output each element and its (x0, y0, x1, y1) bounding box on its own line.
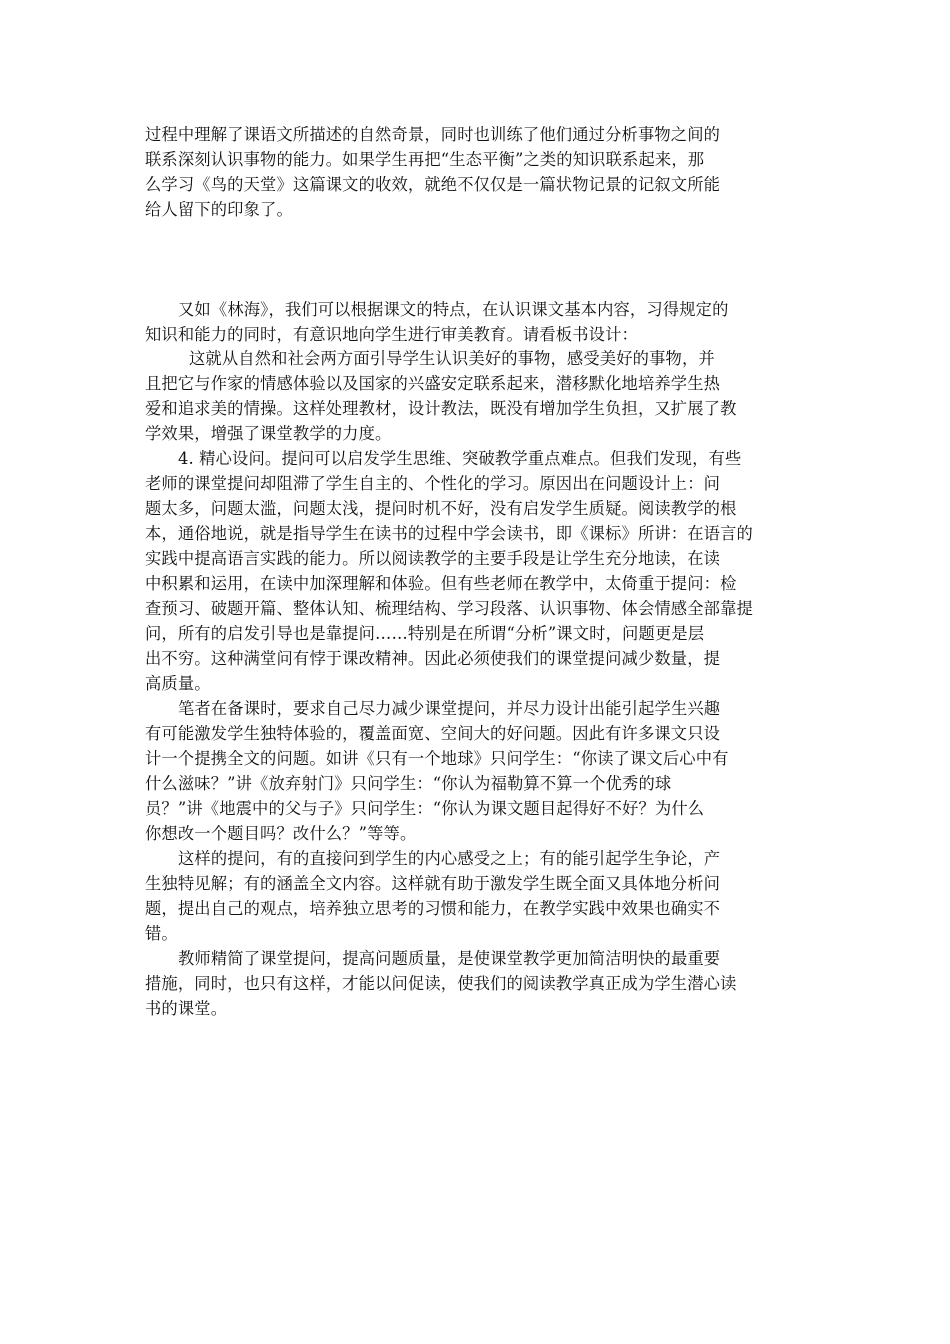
paragraph-line: 联系深刻认识事物的能力。如果学生再把“生态平衡”之类的知识联系起来，那 (145, 150, 705, 169)
paragraph-line: 笔者在备课时，要求自己尽力减少课堂提问，并尽力设计出能引起学生兴趣 (178, 699, 721, 718)
paragraph-line: 措施，同时，也只有这样，才能以问促读，使我们的阅读教学真正成为学生潜心读 (145, 974, 737, 993)
paragraph-line: 中积累和运用，在读中加深理解和体验。但有些老师在教学中，太倚重于提问：检 (145, 574, 737, 593)
paragraph-3 (145, 346, 805, 446)
paragraph-line: 错。 (145, 924, 178, 943)
paragraph-line: 你想改一个题目吗？改什么？”等等。 (145, 824, 417, 843)
paragraph-line: 题太多，问题太滥，问题太浅，提问时机不好，没有启发学生质疑。阅读教学的根 (145, 499, 737, 518)
paragraph-line: 有可能激发学生独特体验的，覆盖面宽、空间大的好问题。因此有许多课文只设 (145, 724, 721, 743)
paragraph-line: 这就从自然和社会两方面引导学生认识美好的事物，感受美好的事物，并 (189, 349, 715, 368)
paragraph-6 (145, 846, 805, 946)
paragraph-line: 员？”讲《地震中的父与子》只问学生：“你认为课文题目起得好不好？为什么 (145, 799, 705, 818)
paragraph-line: 又如《林海》，我们可以根据课文的特点，在认识课文基本内容，习得规定的 (178, 300, 729, 319)
paragraph-line: 教师精简了课堂提问，提高问题质量，是使课堂教学更加简洁明快的最重要 (178, 949, 721, 968)
paragraph-line: 么学习《鸟的天堂》这篇课文的收效，就绝不仅仅是一篇状物记景的记叙文所能 (145, 175, 721, 194)
paragraph-line: 4. 精心设问。提问可以启发学生思维、突破教学重点难点。但我们发现，有些 (178, 449, 742, 468)
paragraph-line: 题，提出自己的观点，培养独立思考的习惯和能力，在教学实践中效果也确实不 (145, 899, 721, 918)
paragraph-5 (145, 696, 805, 846)
paragraph-line: 给人留下的印象了。 (145, 200, 293, 219)
paragraph-line: 老师的课堂提问却阻滞了学生自主的、个性化的学习。原因出在问题设计上：问 (145, 474, 721, 493)
paragraph-line: 本，通俗地说，就是指导学生在读书的过程中学会读书，即《课标》所讲：在语言的 (145, 524, 753, 543)
paragraph-line: 计一个提携全文的问题。如讲《只有一个地球》只问学生：“你读了课文后心中有 (145, 749, 729, 768)
paragraph-1 (145, 122, 805, 222)
paragraph-line: 查预习、破题开篇、整体认知、梳理结构、学习段落、认识事物、体会情感全部靠提 (145, 599, 753, 618)
paragraph-line: 知识和能力的同时，有意识地向学生进行审美教育。请看板书设计： (145, 325, 638, 344)
paragraph-line: 生独特见解；有的涵盖全文内容。这样就有助于激发学生既全面又具体地分析问 (145, 874, 721, 893)
paragraph-line: 问，所有的启发引导也是靠提问……特别是在所谓“分析”课文时，问题更是层 (145, 624, 705, 643)
paragraph-line: 高质量。 (145, 674, 211, 693)
paragraph-line: 实践中提高语言实践的能力。所以阅读教学的主要手段是让学生充分地读，在读 (145, 549, 721, 568)
paragraph-line: 什么滋味？”讲《放弃射门》只问学生：“你认为福勒算不算一个优秀的球 (145, 774, 672, 793)
paragraph-line: 爱和追求美的情操。这样处理教材，设计教法，既没有增加学生负担，又扩展了教 (145, 399, 737, 418)
paragraph-line: 且把它与作家的情感体验以及国家的兴盛安定联系起来，潜移默化地培养学生热 (145, 374, 721, 393)
paragraph-line: 学效果，增强了课堂教学的力度。 (145, 424, 392, 443)
paragraph-7 (145, 946, 805, 1021)
paragraph-line: 过程中理解了课语文所描述的自然奇景，同时也训练了他们通过分析事物之间的 (145, 125, 721, 144)
paragraph-4 (145, 446, 805, 696)
paragraph-line: 出不穷。这种满堂问有悖于课改精神。因此必须使我们的课堂提问减少数量，提 (145, 649, 721, 668)
paragraph-line: 这样的提问，有的直接问到学生的内心感受之上；有的能引起学生争论，产 (178, 849, 721, 868)
paragraph-2 (145, 297, 805, 347)
paragraph-line: 书的课堂。 (145, 999, 228, 1018)
